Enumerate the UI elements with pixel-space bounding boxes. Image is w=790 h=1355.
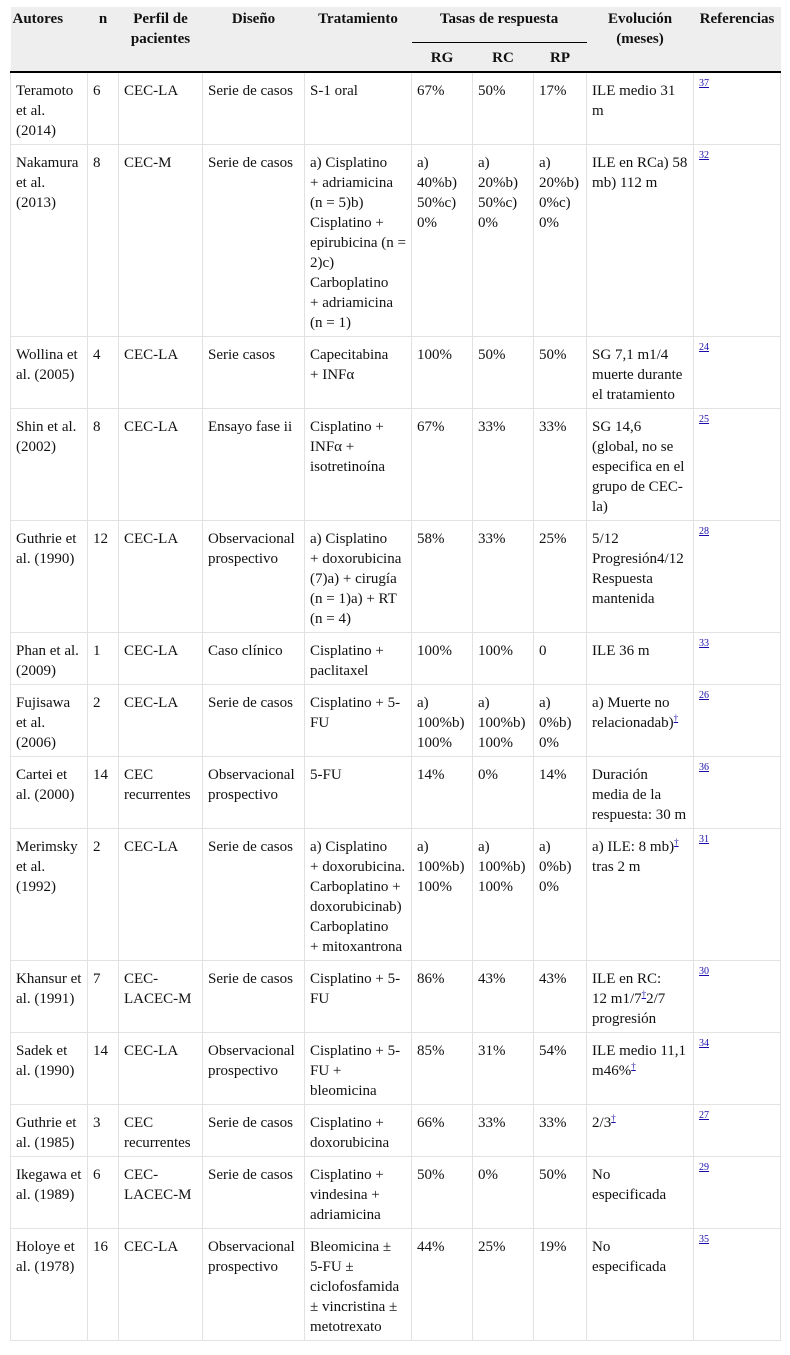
header-autores: Autores	[11, 7, 88, 72]
cell-rp: 0	[534, 633, 587, 685]
cell-tratamiento: Cisplatino + 5-FU	[305, 961, 412, 1033]
cell-rc: a) 100%b) 100%	[473, 685, 534, 757]
cell-perfil: CEC-LA	[119, 633, 203, 685]
evolucion-text: ILE en RCa) 58 mb) 112 m	[592, 155, 688, 191]
cell-referencia	[694, 521, 781, 633]
cell-rp: 33%	[534, 1105, 587, 1157]
cell-perfil: CEC recurrentes	[119, 757, 203, 829]
dagger-footnote-link[interactable]: †	[641, 989, 647, 999]
cell-perfil: CEC-LA	[119, 409, 203, 521]
cell-diseno: Serie de casos	[203, 685, 305, 757]
cell-perfil: CEC-LA	[119, 521, 203, 633]
evolucion-text: SG 7,1 m1/4 muerte durante el tratamiento	[592, 347, 683, 403]
cell-evolucion	[587, 337, 694, 409]
cell-perfil: CEC-LACEC-M	[119, 1157, 203, 1229]
cell-referencia	[694, 337, 781, 409]
cell-rc: 100%	[473, 633, 534, 685]
table-body	[11, 72, 781, 1341]
cell-evolucion	[587, 685, 694, 757]
cell-tratamiento: Cisplatino + INFα + isotretinoína	[305, 409, 412, 521]
cell-evolucion	[587, 829, 694, 961]
cell-rp: 54%	[534, 1033, 587, 1105]
cell-rg: 100%	[412, 337, 473, 409]
reference-link[interactable]: 37	[699, 78, 710, 89]
cell-tratamiento: Capecitabina + INFα	[305, 337, 412, 409]
cell-diseno: Observacional prospectivo	[203, 521, 305, 633]
cell-n: 14	[88, 1033, 119, 1105]
header-tratamiento: Tratamiento	[305, 7, 412, 72]
cell-referencia	[694, 1229, 781, 1341]
cell-rc: 50%	[473, 337, 534, 409]
cell-perfil: CEC-M	[119, 145, 203, 337]
cell-rc: 33%	[473, 409, 534, 521]
reference-link[interactable]: 34	[699, 1038, 710, 1049]
cell-evolucion	[587, 1157, 694, 1229]
cell-n: 16	[88, 1229, 119, 1341]
cell-evolucion	[587, 961, 694, 1033]
cell-n: 4	[88, 337, 119, 409]
table-row	[11, 145, 781, 337]
cell-tratamiento: Cisplatino + paclitaxel	[305, 633, 412, 685]
cell-evolucion	[587, 757, 694, 829]
cell-perfil: CEC-LA	[119, 829, 203, 961]
cell-evolucion	[587, 409, 694, 521]
cell-rc: 43%	[473, 961, 534, 1033]
cell-autores: Guthrie et al. (1990)	[11, 521, 88, 633]
table-row	[11, 685, 781, 757]
results-table	[10, 7, 781, 1341]
cell-tratamiento: S-1 oral	[305, 72, 412, 145]
cell-rg: 50%	[412, 1157, 473, 1229]
cell-tratamiento: Cisplatino + 5-FU	[305, 685, 412, 757]
cell-n: 2	[88, 685, 119, 757]
cell-perfil: CEC-LA	[119, 685, 203, 757]
cell-rc: a) 100%b) 100%	[473, 829, 534, 961]
cell-evolucion	[587, 521, 694, 633]
reference-link[interactable]: 28	[699, 526, 710, 537]
cell-n: 14	[88, 757, 119, 829]
cell-rp: a) 0%b) 0%	[534, 685, 587, 757]
header-rg: RG	[412, 43, 473, 73]
cell-tratamiento: 5-FU	[305, 757, 412, 829]
cell-referencia	[694, 829, 781, 961]
cell-rp: 19%	[534, 1229, 587, 1341]
cell-rg: 66%	[412, 1105, 473, 1157]
cell-diseno: Serie casos	[203, 337, 305, 409]
cell-rg: 44%	[412, 1229, 473, 1341]
cell-diseno: Observacional prospectivo	[203, 1229, 305, 1341]
cell-evolucion	[587, 145, 694, 337]
cell-rg: 67%	[412, 72, 473, 145]
cell-evolucion	[587, 633, 694, 685]
cell-evolucion	[587, 72, 694, 145]
reference-link[interactable]: 25	[699, 414, 710, 425]
cell-tratamiento: Cisplatino + 5-FU + bleomicina	[305, 1033, 412, 1105]
reference-link[interactable]: 36	[699, 762, 710, 773]
cell-rc: a) 20%b) 50%c) 0%	[473, 145, 534, 337]
header-n: n	[88, 7, 119, 72]
cell-diseno: Observacional prospectivo	[203, 757, 305, 829]
cell-n: 7	[88, 961, 119, 1033]
header-evolucion: Evolución (meses)	[587, 7, 694, 72]
cell-rg: 58%	[412, 521, 473, 633]
cell-referencia	[694, 757, 781, 829]
cell-rp: 17%	[534, 72, 587, 145]
cell-n: 8	[88, 409, 119, 521]
cell-autores: Cartei et al. (2000)	[11, 757, 88, 829]
cell-referencia	[694, 685, 781, 757]
evolucion-text: a) ILE: 8 mb)	[592, 839, 675, 855]
cell-tratamiento: Cisplatino + vindesina + adriamicina	[305, 1157, 412, 1229]
evolucion-text: ILE medio 11,1 m46%	[592, 1043, 687, 1079]
evolucion-text: 2/3	[592, 1115, 612, 1131]
cell-diseno: Ensayo fase ii	[203, 409, 305, 521]
cell-diseno: Serie de casos	[203, 1105, 305, 1157]
cell-rc: 25%	[473, 1229, 534, 1341]
cell-autores: Holoye et al. (1978)	[11, 1229, 88, 1341]
cell-autores: Wollina et al. (2005)	[11, 337, 88, 409]
cell-tratamiento: a) Cisplatino + doxorubicina. Carboplatino + doxorubicinab) Carboplatino + mitoxantrona	[305, 829, 412, 961]
reference-link[interactable]: 32	[699, 150, 710, 161]
cell-rg: 85%	[412, 1033, 473, 1105]
cell-rc: 0%	[473, 1157, 534, 1229]
table-row	[11, 521, 781, 633]
cell-n: 6	[88, 1157, 119, 1229]
evolucion-text: ILE 36 m	[592, 643, 650, 659]
dagger-footnote-link[interactable]: †	[611, 1113, 616, 1123]
table-header	[11, 7, 781, 72]
evolucion-text: ILE en RC: 12 m1/7	[592, 971, 662, 1007]
cell-perfil: CEC-LA	[119, 337, 203, 409]
evolucion-text: SG 14,6 (global, no se especifica en el grupo de CEC-la)	[592, 419, 685, 515]
cell-rg: 67%	[412, 409, 473, 521]
dagger-footnote-link[interactable]: †	[674, 837, 679, 847]
cell-tratamiento: Cisplatino + doxorubicina	[305, 1105, 412, 1157]
cell-rg: a) 100%b) 100%	[412, 685, 473, 757]
cell-evolucion	[587, 1105, 694, 1157]
table-row	[11, 72, 781, 145]
reference-link[interactable]: 35	[699, 1234, 710, 1245]
reference-link[interactable]: 26	[699, 690, 710, 701]
header-rc: RC	[473, 43, 534, 73]
cell-evolucion	[587, 1033, 694, 1105]
header-rp: RP	[534, 43, 587, 73]
cell-rc: 0%	[473, 757, 534, 829]
cell-rc: 31%	[473, 1033, 534, 1105]
cell-autores: Sadek et al. (1990)	[11, 1033, 88, 1105]
evolucion-text: No especificada	[592, 1167, 667, 1203]
cell-tratamiento: a) Cisplatino + adriamicina (n = 5)b) Cisplatino + epirubicina (n = 2)c) Carboplatino + adriamicina (n = 1)	[305, 145, 412, 337]
reference-link[interactable]: 29	[699, 1162, 710, 1173]
cell-autores: Phan et al. (2009)	[11, 633, 88, 685]
cell-autores: Nakamura et al. (2013)	[11, 145, 88, 337]
table-row	[11, 1157, 781, 1229]
cell-rp: 33%	[534, 409, 587, 521]
table-row	[11, 829, 781, 961]
header-diseno: Diseño	[203, 7, 305, 72]
cell-referencia	[694, 1157, 781, 1229]
cell-autores: Ikegawa et al. (1989)	[11, 1157, 88, 1229]
table-row	[11, 337, 781, 409]
cell-rc: 33%	[473, 521, 534, 633]
cell-rg: 100%	[412, 633, 473, 685]
cell-rc: 33%	[473, 1105, 534, 1157]
cell-diseno: Serie de casos	[203, 961, 305, 1033]
dagger-footnote-link[interactable]: †	[631, 1061, 636, 1071]
cell-rp: a) 20%b) 0%c) 0%	[534, 145, 587, 337]
cell-diseno: Serie de casos	[203, 829, 305, 961]
cell-referencia	[694, 1105, 781, 1157]
cell-rp: 50%	[534, 1157, 587, 1229]
table-row	[11, 961, 781, 1033]
cell-autores: Teramoto et al. (2014)	[11, 72, 88, 145]
reference-link[interactable]: 27	[699, 1110, 710, 1121]
evolucion-text: Duración media de la respuesta: 30 m	[592, 767, 687, 823]
cell-n: 2	[88, 829, 119, 961]
cell-autores: Khansur et al. (1991)	[11, 961, 88, 1033]
cell-tratamiento: Bleomicina ± 5-FU ± ciclofosfamida ± vincristina ± metotrexato	[305, 1229, 412, 1341]
table-row	[11, 1229, 781, 1341]
evolucion-text: ILE medio 31 m	[592, 83, 676, 119]
evolucion-text: tras 2 m	[592, 859, 641, 875]
cell-perfil: CEC-LA	[119, 1229, 203, 1341]
cell-tratamiento: a) Cisplatino + doxorubicina (7)a) + cirugía (n = 1)a) + RT (n = 4)	[305, 521, 412, 633]
cell-autores: Merimsky et al. (1992)	[11, 829, 88, 961]
header-referencias: Referencias	[694, 7, 781, 72]
table-row	[11, 409, 781, 521]
table-row	[11, 633, 781, 685]
cell-perfil: CEC-LACEC-M	[119, 961, 203, 1033]
cell-rp: a) 0%b) 0%	[534, 829, 587, 961]
cell-rg: 14%	[412, 757, 473, 829]
evolucion-text: 5/12 Progresión4/12 Respuesta mantenida	[592, 531, 684, 607]
cell-diseno: Observacional prospectivo	[203, 1033, 305, 1105]
cell-referencia	[694, 961, 781, 1033]
header-tasas: Tasas de respuesta	[412, 7, 587, 43]
cell-diseno: Caso clínico	[203, 633, 305, 685]
cell-perfil: CEC recurrentes	[119, 1105, 203, 1157]
cell-rg: a) 100%b) 100%	[412, 829, 473, 961]
cell-referencia	[694, 1033, 781, 1105]
cell-perfil: CEC-LA	[119, 1033, 203, 1105]
header-perfil: Perfil de pacientes	[119, 7, 203, 72]
reference-link[interactable]: 30	[699, 966, 710, 977]
cell-rc: 50%	[473, 72, 534, 145]
reference-link[interactable]: 31	[699, 834, 710, 845]
cell-diseno: Serie de casos	[203, 72, 305, 145]
cell-referencia	[694, 633, 781, 685]
cell-autores: Guthrie et al. (1985)	[11, 1105, 88, 1157]
evolucion-text: a) Muerte no relacionadab)	[592, 695, 674, 731]
cell-referencia	[694, 72, 781, 145]
evolucion-text: 2/7 progresión	[592, 991, 666, 1027]
cell-rp: 14%	[534, 757, 587, 829]
cell-evolucion	[587, 1229, 694, 1341]
reference-link[interactable]: 24	[699, 342, 710, 353]
reference-link[interactable]: 33	[699, 638, 710, 649]
cell-n: 12	[88, 521, 119, 633]
evolucion-text: No especificada	[592, 1239, 667, 1275]
cell-rp: 50%	[534, 337, 587, 409]
dagger-footnote-link[interactable]: †	[673, 713, 679, 723]
table-row	[11, 757, 781, 829]
cell-referencia	[694, 145, 781, 337]
cell-rp: 43%	[534, 961, 587, 1033]
cell-n: 1	[88, 633, 119, 685]
cell-n: 8	[88, 145, 119, 337]
cell-referencia	[694, 409, 781, 521]
cell-diseno: Serie de casos	[203, 145, 305, 337]
cell-perfil: CEC-LA	[119, 72, 203, 145]
cell-rg: 86%	[412, 961, 473, 1033]
cell-autores: Fujisawa et al. (2006)	[11, 685, 88, 757]
cell-n: 3	[88, 1105, 119, 1157]
cell-diseno: Serie de casos	[203, 1157, 305, 1229]
cell-n: 6	[88, 72, 119, 145]
cell-rg: a) 40%b) 50%c) 0%	[412, 145, 473, 337]
table-row	[11, 1033, 781, 1105]
cell-rp: 25%	[534, 521, 587, 633]
table-row	[11, 1105, 781, 1157]
cell-autores: Shin et al. (2002)	[11, 409, 88, 521]
